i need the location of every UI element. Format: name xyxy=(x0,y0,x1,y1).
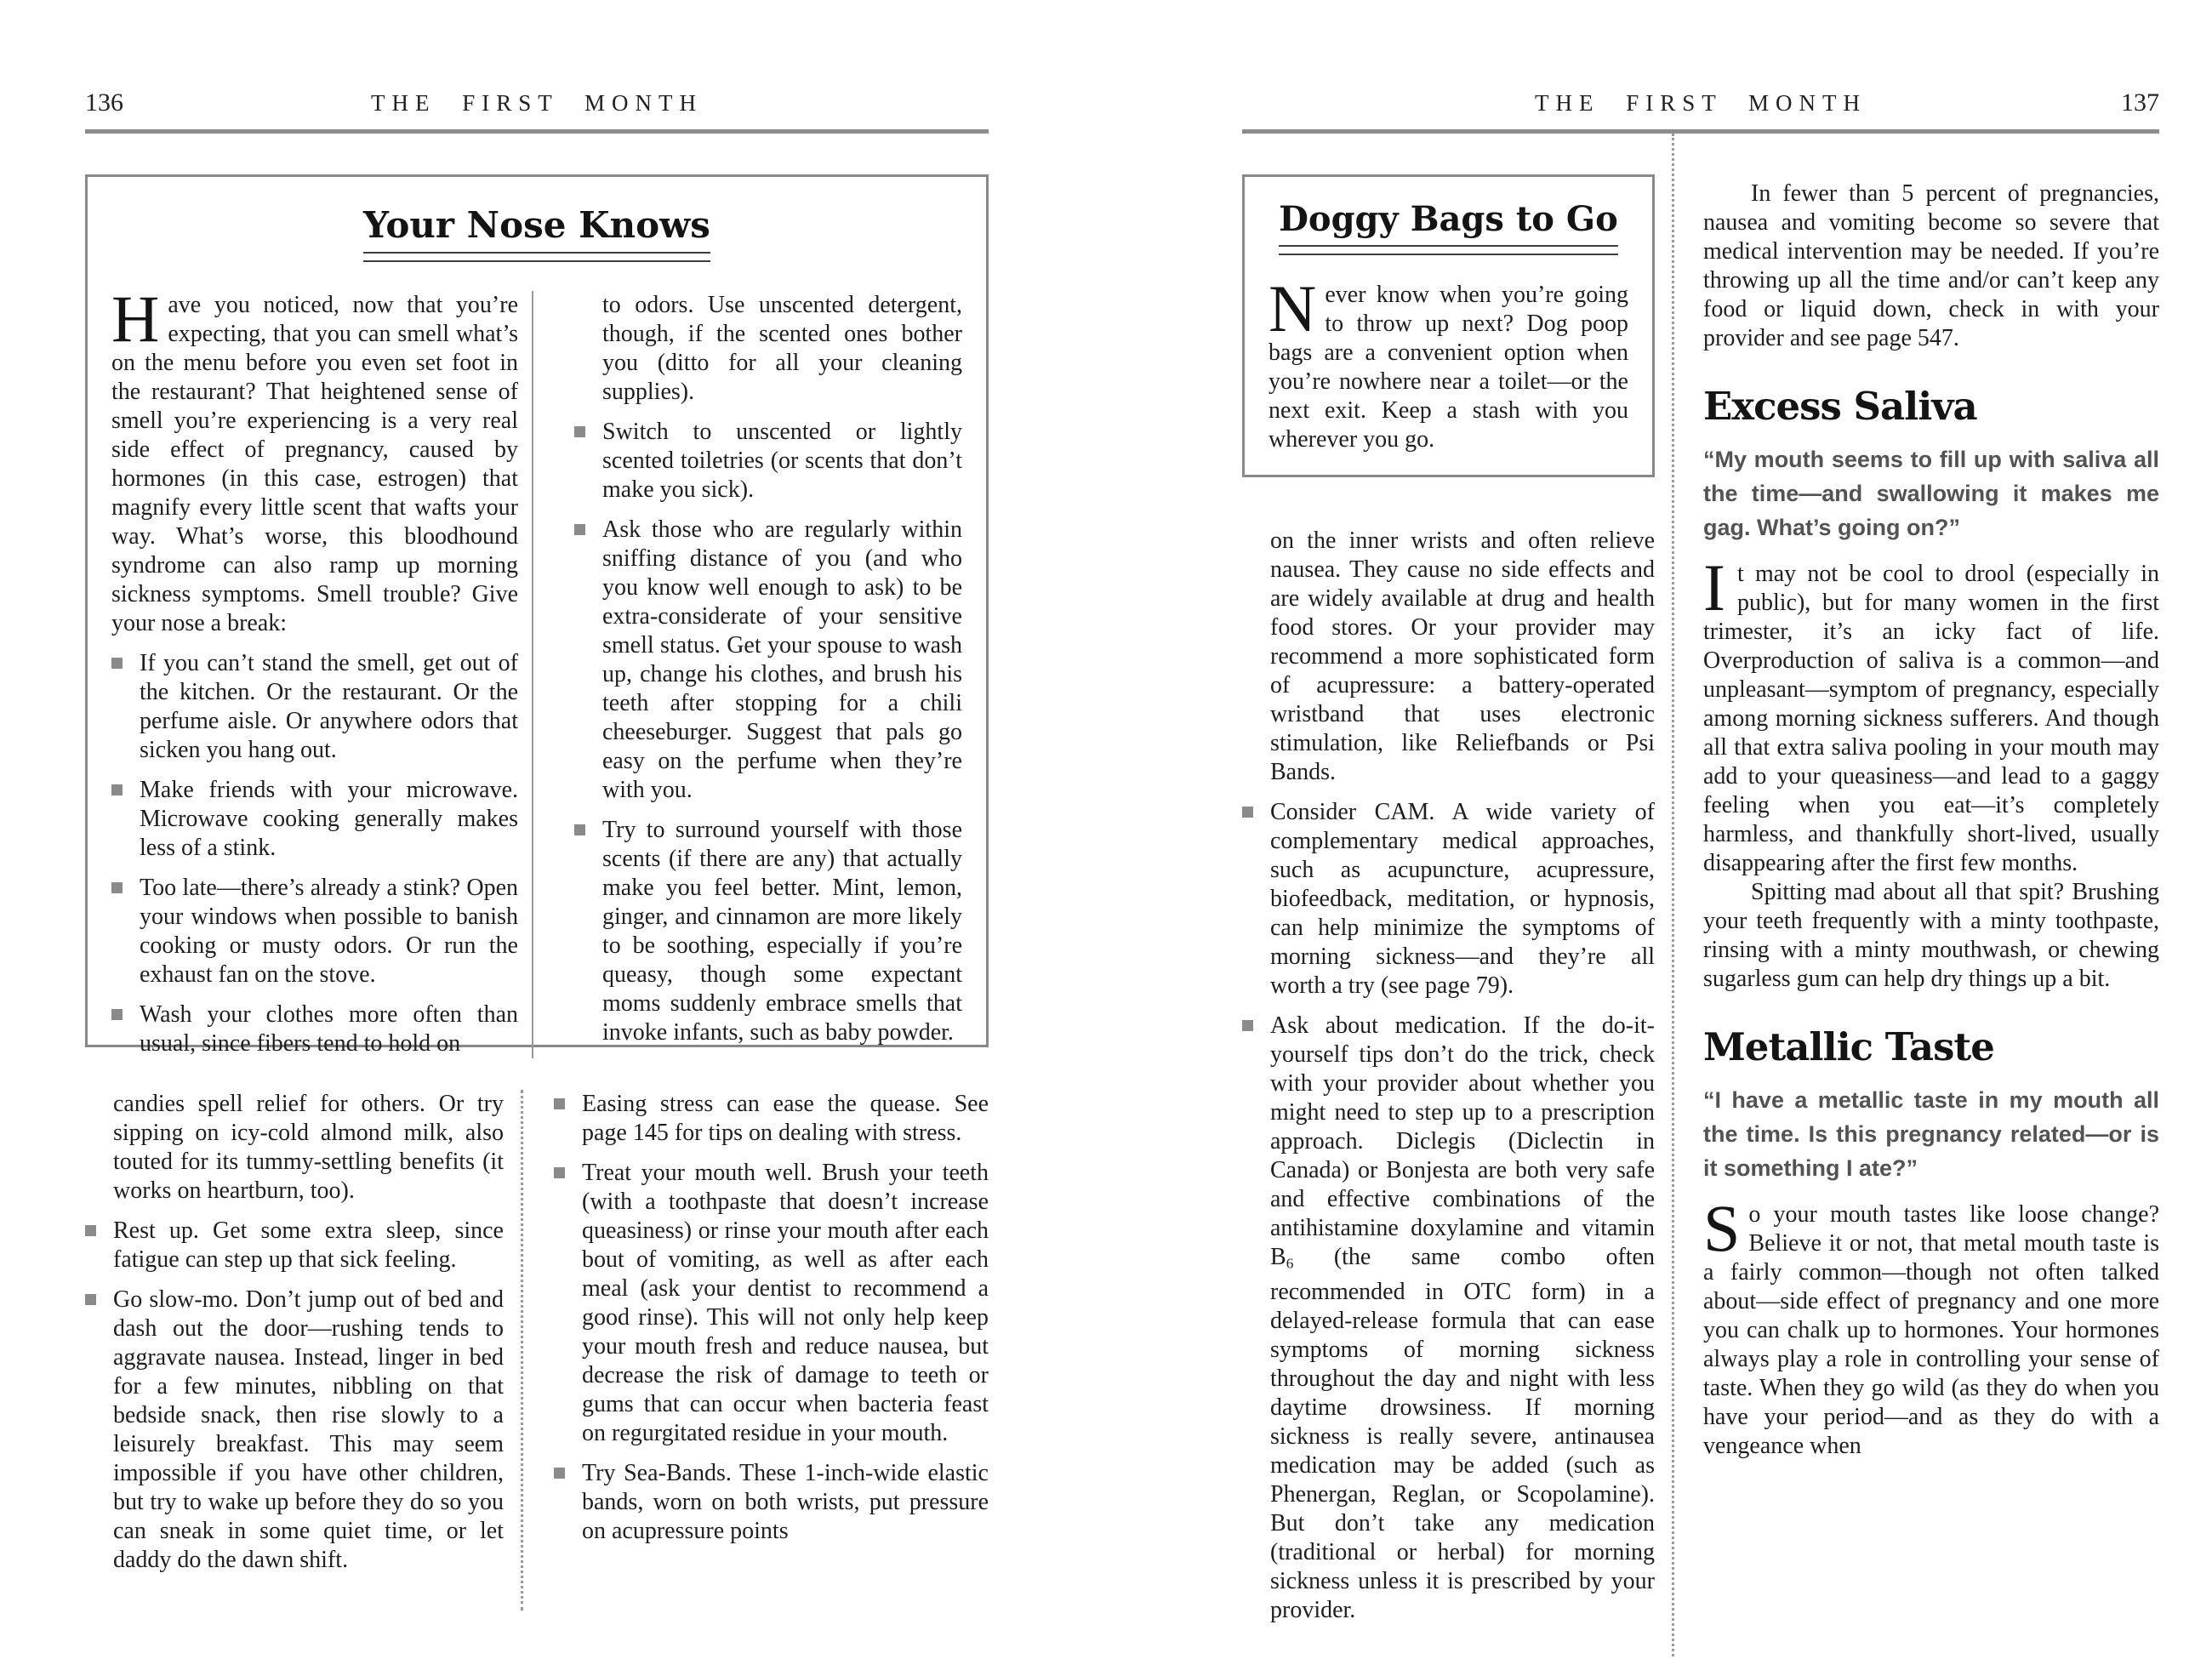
dropcap-letter: N xyxy=(1268,271,1317,345)
tip-box-doggy-bags xyxy=(1242,174,1655,477)
box-title-wrap xyxy=(111,204,962,262)
bullet-text xyxy=(1270,1012,1655,1625)
list-item xyxy=(574,516,962,805)
running-head-left xyxy=(85,88,989,134)
paragraph-text: o your mouth tastes like loose change? Believe it or not, that metal mouth taste is a fairly common—though not often talked about—side effect of pregnancy and one more you can chalk up to hormones. Your hormones always play a role in controlling your sense of taste. When they go wild (as they do when you have your period—and as they do with a vengeance when xyxy=(1703,1201,2159,1459)
list-item xyxy=(1242,798,1655,1001)
right-column-2 xyxy=(1672,134,2159,1656)
bullet-square-icon xyxy=(554,1468,565,1479)
bullet-square-icon xyxy=(111,1009,123,1020)
bullet-text-part: Ask about medication. If the do-it-yourself tips don’t do the trick, check with your provider about whether you might need to step up to a prescription approach. Diclegis (Diclectin in Canada) or Bonjesta are both very safe and effective combinations of the antihistamine doxylamine and vitamin B xyxy=(1270,1012,1655,1270)
list-item xyxy=(85,1286,504,1575)
paragraph xyxy=(1703,1191,2159,1461)
section-heading-metallic-taste: Metallic Taste xyxy=(1703,1024,1994,1069)
bullet-text-part: (the same combo often recommended in OTC form) in a delayed-release formula that can ease symptoms of morning sickness throughout the day and night with less daytime drowsiness. If morning sickness is really severe, antinausea medication may be added (such as Phenergan, Reglan, or Scopolamine). But don’t take any medication (traditional or herbal) for morning sickness unless it is prescribed by your provider. xyxy=(1270,1244,1655,1624)
box-columns xyxy=(111,282,962,1058)
paragraph-text: ever know when you’re going to throw up next? Dog poop bags are a convenient option when you’re nowhere near a toilet—or the next exit. Keep a stash with you wherever you go. xyxy=(1268,282,1628,453)
section-heading-excess-saliva: Excess Saliva xyxy=(1703,384,1977,429)
list-item xyxy=(111,776,518,863)
paragraph: Spitting mad about all that spit? Brushing your teeth frequently with a minty toothpaste, rinsing with a minty mouthwash, or chewing sugarless gum can help dry things up a bit. xyxy=(1703,879,2159,992)
box-title-text: Doggy Bags to Go xyxy=(1279,199,1618,239)
continuation-paragraph: on the inner wrists and often relieve nausea. They cause no side effects and are widely available at drug and health food stores. Or your provider may recommend a more sophisticated form of acupressure: a battery-operated wristband that uses electronic stimulation, like Reliefbands or Psi Bands. xyxy=(1270,527,1655,785)
list-item xyxy=(111,1001,518,1058)
left-lower-column-2 xyxy=(521,1090,989,1611)
right-page-columns xyxy=(1242,134,2159,1656)
list-item xyxy=(111,874,518,989)
bullet-square-icon xyxy=(574,524,585,535)
box-title xyxy=(1279,199,1618,255)
bullet-text: Try Sea-Bands. These 1-inch-wide elastic bands, worn on both wrists, put pressure on acupressure points xyxy=(582,1460,989,1544)
paragraph xyxy=(111,282,518,638)
list-item xyxy=(554,1159,989,1448)
bullet-text: Ask those who are regularly within sniffing distance of you (and who you know well enough to ask) to be extra-considerate of your sensitive smell status. Get your spouse to wash up, change his clothes, and brush his teeth after stopping for a chili cheeseburger. Suggest that pals go easy on the perfume when they’re with you. xyxy=(602,516,962,803)
bullet-text: Consider CAM. A wide variety of complementary medical approaches, such as acupuncture, acupressure, biofeedback, meditation, or hypnosis, can help minimize the symptoms of morning sickness—and they’re all worth a try (see page 79). xyxy=(1270,799,1655,999)
bullet-square-icon xyxy=(85,1225,96,1236)
list-item xyxy=(85,1217,504,1274)
list-item xyxy=(574,816,962,1047)
bullet-text: Try to surround yourself with those scents (if there are any) that actually make you feel better. Mint, lemon, ginger, and cinnamon are more likely to be soothing, especially if you’re queasy, though some expectant moms suddenly embrace smells that invoke infants, such as baby powder. xyxy=(602,817,962,1046)
continuation-paragraph: to odors. Use unscented detergent, though, if the scented ones bother you (ditto for all your cleaning supplies). xyxy=(602,292,962,405)
tip-box-your-nose-knows xyxy=(85,174,989,1057)
continuation-paragraph: candies spell relief for others. Or try sipping on icy-cold almond milk, also touted for its tummy-settling benefits (it works on heartburn, too). xyxy=(113,1091,504,1204)
list-item xyxy=(111,649,518,765)
bullet-square-icon xyxy=(574,824,585,835)
box-title-text: Your Nose Knows xyxy=(363,204,710,246)
bullet-text: Too late—there’s already a stink? Open your windows when possible to banish cooking or musty odors. Or run the exhaust fan on the stove. xyxy=(140,875,518,988)
page-right xyxy=(1242,88,2159,1656)
paragraph-text: t may not be cool to drool (especially in public), but for many women in the first trimester, it’s an icky fact of life. Overproduction of saliva is a common—and unpleasant—symptom of pregnancy, especially among morning sickness sufferers. And though all that extra saliva pooling in your mouth may add to your queasiness—and lead to a gaggy feeling when you eat—it’s completely harmless, and thankfully short-lived, usually disappearing after the first few months. xyxy=(1703,561,2159,876)
paragraph xyxy=(1268,271,1628,454)
bullet-text: Rest up. Get some extra sleep, since fatigue can step up that sick feeling. xyxy=(113,1217,504,1273)
lower-columns xyxy=(85,1090,989,1611)
bullet-square-icon xyxy=(85,1294,96,1305)
list-item xyxy=(1242,1012,1655,1625)
page-number: 136 xyxy=(85,88,123,117)
page-left xyxy=(85,88,989,1611)
bullet-text: Easing stress can ease the quease. See page 145 for tips on dealing with stress. xyxy=(582,1091,989,1146)
paragraph-text: ave you noticed, now that you’re expecting, that you can smell what’s on the menu before you even set foot in the restaurant? That heightened sense of smell you’re experiencing is a very real side effect of pregnancy, caused by hormones (in this case, estrogen) that magnify every little scent that wafts your way. What’s worse, this bloodhound syndrome can also ramp up morning sickness symptoms. Smell trouble? Give your nose a break: xyxy=(111,292,518,636)
box-title-wrap xyxy=(1268,199,1628,255)
bullet-text: Wash your clothes more often than usual, since fibers tend to hold on xyxy=(140,1001,518,1057)
box-column-1 xyxy=(111,282,518,1058)
bullet-square-icon xyxy=(554,1098,565,1109)
bullet-text: Treat your mouth well. Brush your teeth (with a toothpaste that doesn’t increase queasiness) or rinse your mouth after each bout of vomiting, as well as after each meal (ask your dentist to recommend a good rinse). This will not only help keep your mouth fresh and reduce nausea, but decrease the risk of damage to teeth or gums that can occur when bacteria feast on regurgitated residue in your mouth. xyxy=(582,1160,989,1446)
box-title xyxy=(363,204,710,262)
bullet-text: Switch to unscented or lightly scented toiletries (or scents that don’t make you sick). xyxy=(602,419,962,503)
bullet-square-icon xyxy=(554,1167,565,1178)
right-column-1 xyxy=(1242,134,1672,1656)
list-item xyxy=(574,418,962,505)
bullet-square-icon xyxy=(1242,807,1253,818)
bullet-square-icon xyxy=(111,882,123,893)
list-item xyxy=(554,1090,989,1148)
title-double-rule xyxy=(363,252,710,262)
paragraph: In fewer than 5 percent of pregnancies, nausea and vomiting become so severe that medical intervention may be needed. If you’re throwing up all the time and/or can’t keep any food or liquid down, check in with your provider and see page 547. xyxy=(1703,180,2159,351)
bullet-square-icon xyxy=(111,784,123,795)
vitamin-b6-subscript: 6 xyxy=(1286,1255,1294,1272)
bullet-square-icon xyxy=(1242,1020,1253,1031)
list-item xyxy=(554,1459,989,1546)
box-column-2 xyxy=(533,291,962,1058)
reader-question-quote: “My mouth seems to fill up with saliva all the time—and swallowing it makes me gag. What’s going on?” xyxy=(1703,447,2159,540)
bullet-text: If you can’t stand the smell, get out of the kitchen. Or the restaurant. Or the perfume aisle. Or anywhere odors that sicken you hang out. xyxy=(140,650,518,763)
bullet-text: Go slow-mo. Don’t jump out of bed and dash out the door—rushing tends to aggravate nausea. Instead, linger in bed for a few minutes, nibbling on that bedside snack, then rise slowly to a leisurely breakfast. This may seem impossible if you have other children, but try to wake up before they do so you can sneak in some quiet time, or let daddy do the dawn shift. xyxy=(113,1286,504,1573)
bullet-text: Make friends with your microwave. Microwave cooking generally makes less of a stink. xyxy=(140,777,518,861)
running-head-right xyxy=(1242,88,2159,134)
page-number: 137 xyxy=(2121,88,2159,117)
bullet-square-icon xyxy=(111,658,123,669)
dropcap-letter: I xyxy=(1703,550,1725,624)
title-double-rule xyxy=(1279,245,1618,255)
bullet-square-icon xyxy=(574,426,585,437)
dropcap-letter: S xyxy=(1703,1191,1741,1265)
running-head-title: THE FIRST MONTH xyxy=(370,90,704,116)
dropcap-letter: H xyxy=(111,282,160,356)
left-lower-column-1 xyxy=(85,1090,521,1611)
paragraph xyxy=(1703,550,2159,878)
reader-question-quote: “I have a metallic taste in my mouth all the time. Is this pregnancy related—or is it something I ate?” xyxy=(1703,1087,2159,1181)
running-head-title: THE FIRST MONTH xyxy=(1534,90,1867,116)
